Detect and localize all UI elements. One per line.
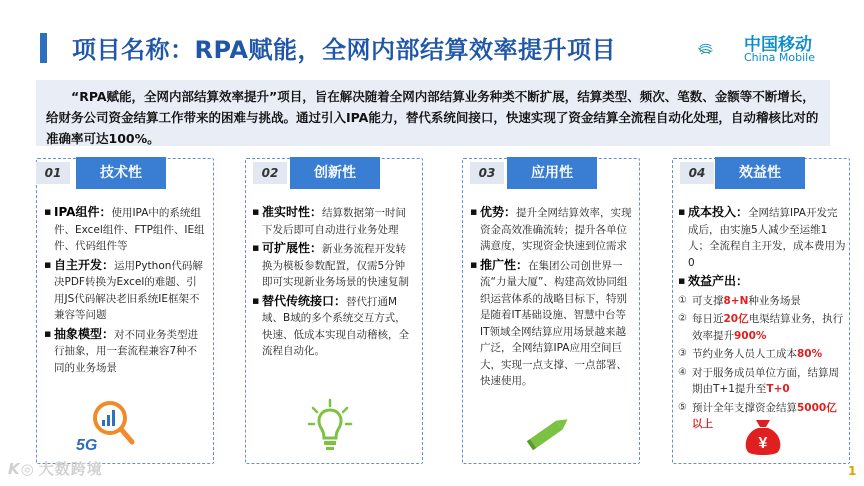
list-item: ▪ IPA组件：使用IPA中的系统组件、Excel组件、FTP组件、IE组件、代码组件等 [44,204,206,255]
title-accent-bar [40,33,47,63]
card-body-benefit [678,204,846,435]
card-body-application [470,204,632,392]
benefit-item: ④ 对于服务成员单位方面，结算周期由T+1提升至T+0 [678,366,839,395]
card-number: 02 [253,162,287,184]
page-title: 项目名称：RPA赋能，全网内部结算效率提升项目 [72,36,616,64]
page-number: 1 [848,464,857,478]
list-item: ▪ 可扩展性：新业务流程开发转换为模板参数配置，仅需5分钟即可实现新业务场景的快速复制 [252,240,414,291]
svg-text:¥: ¥ [758,435,768,452]
lightbulb-icon [307,398,353,454]
benefit-item: ③ 节约业务人员人工成本80% [678,348,823,360]
intro-paragraph: “RPA赋能，全网内部结算效率提升”项目，旨在解决随着全网内部结算业务种类不断扩展，结算类型、频次、笔数、金额等不断增长，给财务公司资金结算工作带来的困难与挑战。通过引入IPA能力，替代系统间接口，快速实现了资金结算全流程自动化处理，自动稽核比对的准确率可达100%。 [36,80,830,146]
pencil-icon [524,412,574,454]
logo-text-cn: 中国移动 [744,35,812,55]
svg-text:5G: 5G [76,437,98,454]
magnifier-chart-icon [70,398,140,458]
card-body-technical [44,204,206,378]
card-tab-benefit: 效益性 [715,157,805,189]
card-number: 03 [470,162,504,184]
list-item: ▪ 替代传统接口：替代打通M域、B域的多个系统交互方式，快速、低成本实现自动稽核，全流程自动化。 [252,293,414,360]
benefit-item: ② 每日近20亿电渠结算业务，执行效率提升900% [678,313,844,342]
card-number: 01 [36,162,70,184]
benefit-item: ⑤ 预计全年支撑资金结算5000亿以上 [678,401,837,430]
card-number: 04 [680,162,714,184]
list-item: ▪ 抽象模型：对不同业务类型进行抽象，用一套流程兼容7种不同的业务场景 [44,326,206,377]
list-item: ▪ 推广性：在集团公司创世界一流“力量大厦”、构建高效协同组织运营体系的战略目标下，特别是随着IT基础设施、智慧中台等IT领域全网结算应用场景越来越广泛，全网结算IPA应用空间巨大，实现一点支撑、一点部署、快速使用。 [470,257,632,390]
list-item: ▪ 优势：提升全网结算效率，实现资金高效准确流转；提升各单位满意度，实现资金快速到位需求 [470,204,632,255]
logo-text-en: China Mobile [744,51,816,64]
card-tab-technical: 技术性 [76,157,166,189]
list-item: ▪ 效益产出： [678,273,846,291]
china-mobile-logo [698,30,742,68]
list-item: ▪ 准实时性：结算数据第一时间下发后即可自动进行业务处理 [252,204,414,238]
list-item: ▪ 成本投入：全网结算IPA开发完成后，由实施5人减少至运维1人；全流程自主开发，成本费用为0 [678,204,846,271]
list-item: ▪ 自主开发：运用Python代码解决PDF转换为Excel的难题、引用JS代码解决老旧系统IE框架不兼容等问题 [44,257,206,324]
watermark-logo-icon: K◎ [8,460,35,478]
watermark: K◎ 大数跨境 [8,460,103,478]
money-bag-icon [740,416,786,458]
card-body-innovation [252,204,414,362]
card-tab-application: 应用性 [507,157,597,189]
card-tab-innovation: 创新性 [290,157,380,189]
benefit-item: ① 可支撑8+N种业务场景 [678,294,801,307]
